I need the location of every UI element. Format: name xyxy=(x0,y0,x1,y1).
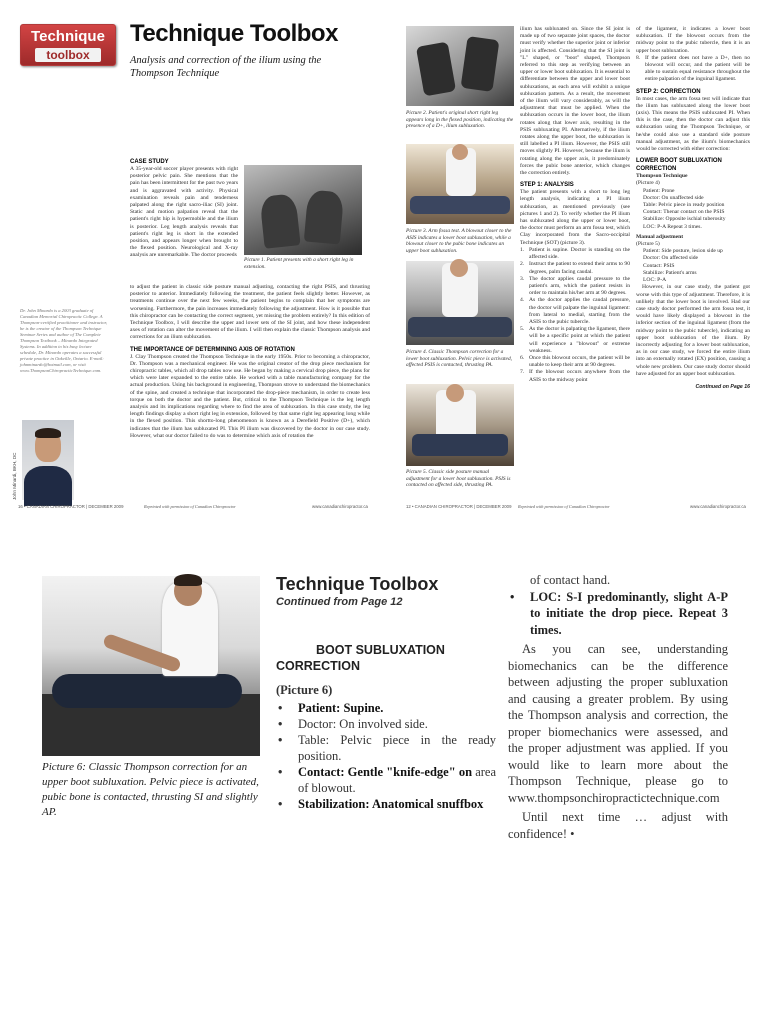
list-label: Stabilization: Anatomical snuffbox xyxy=(298,797,484,811)
doctor-head xyxy=(450,259,468,277)
technique-toolbox-logo xyxy=(20,24,116,66)
list-text: Table: Pelvic piece in the ready position. xyxy=(298,733,496,763)
boot-intro-text: ilium has subluxated on. Since the SI joint is made up of two separate joint spaces, the doctor must verify whether the superior joint or inferior joint is affected. Considering that the SI joint is "L" shaped, or "boot" shaped, Thompson referred to this step as verifying between an upper or lower boot subluxation. It is essential to differentiate between the upper and lower boot subluxations, as each area will exhibit a unique subluxation pattern. As a result, the movement of the ilium will vary considerably, as will the adjustment that must be applied. When the subluxation occurs in the lower boot, the ilium rotates along that lower axis, resulting in the PSIS subluxating PI. Alternatively, if the ilium rotates along the upper boot, the subluxation is still labelled a PI ilium. However, the PSIS still moves slightly PI. However, because the ilium is rotating along the upper axis, it predominately forces the pubic bone anterior, which changes the correction entirely. xyxy=(520,26,630,177)
list-item xyxy=(520,261,630,275)
upper-boot-heading xyxy=(276,642,496,674)
list-item: Table: Pelvic piece in ready position xyxy=(643,202,725,209)
picture-4-photo xyxy=(406,261,514,345)
list-text: As the doctor applies the caudal pressure, the doctor will palpate the inguinal ligament: from lateral to medial, starting from the ASIS to the pubic tubercle. xyxy=(529,297,630,325)
list-text: If the patient does not have a D+, then no blowout will occur, and the patient will be able to sustain equal resistance throughout the entire palpation of the inguinal ligament. xyxy=(645,54,750,83)
loc-item: • LOC: S-I predominantly, slight A-P to initiate the drop piece. Repeat 3 times. xyxy=(508,589,728,639)
list-number: 7. xyxy=(520,369,525,376)
list-item xyxy=(520,326,630,355)
case-study-section xyxy=(130,154,238,260)
list-number: 3. xyxy=(520,275,525,282)
list-text: area of blowout. xyxy=(298,765,496,795)
list-item: Patient: Prone xyxy=(643,187,675,194)
picture-4-ref: (Picture 4) xyxy=(636,180,660,187)
list-number: 5. xyxy=(520,326,525,333)
list-number: 2. xyxy=(520,261,525,268)
case-study-text: A 35-year-old soccer player presents with right posterior pelvic pain. She mentions that the pain has been intermittent for the past two years and is aggravated with activity. Physical examination reveals pain and tenderness palpated along the right sacro-iliac (SI) joint. Static and motion palpation reveal that the patient's right hip is hypermobile and the ilium is posterior. Leg length analysis reveals that patient's right leg is short in the extended position, and appears longer when brought to the flexed position. Neurological and X-ray analysis are unremarkable. The doctor proceeds xyxy=(130,166,238,259)
patient-figure xyxy=(408,317,512,337)
signoff-paragraph: Until next time … adjust with confidence! • xyxy=(508,810,728,841)
list-item: Doctor: On affected side xyxy=(643,255,699,262)
picture-1-photo xyxy=(244,165,362,255)
right-foot-image xyxy=(304,190,344,245)
right-column-3 xyxy=(636,26,750,390)
continuation-right-column xyxy=(508,572,728,842)
case-study-continued: to adjust the patient in classic side posture manual adjusting, contacting the right PSIS, and thrusting posterior to anterior. Immediately following the treatment, the patient feels slightly better. However, as treatments continue over the next few weeks, the patient begins to complain that her symptoms are worsening. Furthermore, the pain increases immediately following the adjustment. How is it possible that this chiropractor can be contacting the correct segment, yet missing the problem entirely? In this edition of Technique Toolbox, I will describe the upper and lower sets of the SI joint, and how these independent axes of rotation can alter the movement of the ilium. I will then explain the classic Thompson analysis and corrections for an ilium subluxation. xyxy=(130,284,370,341)
list-item: Stabilize: Patient's arms xyxy=(643,269,697,276)
list-item xyxy=(520,276,630,298)
list-text: Patient is supine. Doctor is standing on the affected side. xyxy=(529,246,630,261)
logo-line2: toolbox xyxy=(35,48,101,62)
step-1-text: The patient presents with a short to long leg length analysis, indicating a PI ilium subluxation, as mentioned previously (see pictures 1 and 2). To verify whether the PI ilium has subluxated along the upper or lower boot, the doctor must perform an arm fossa test, which Clay incorporated from the Sacro-occipital Technique (SOT) (picture 3). xyxy=(520,189,630,246)
upper-boot-list xyxy=(276,682,496,812)
doctor-hair xyxy=(174,574,202,586)
patient-figure xyxy=(412,434,508,456)
picture-6-photo xyxy=(42,576,260,756)
continuation-panel xyxy=(40,572,760,841)
picture-2-caption: Picture 2. Patient's original short right leg appears long in the flexed position, indicating the presence of a D+, ilium subluxation. xyxy=(406,110,514,130)
manual-list xyxy=(636,248,750,284)
list-item xyxy=(276,764,496,796)
right-footer-reprint xyxy=(518,504,610,509)
right-page xyxy=(402,18,754,518)
list-text: If the blowout occurs anywhere from the ASIS to the midway point xyxy=(529,369,630,383)
right-footer-reprint-text: Reprinted with permission of Canadian Chiropractor xyxy=(518,504,610,509)
list-item xyxy=(520,247,630,261)
picture-5-caption: Picture 5. Classic side posture manual adjustment for a lower boot subluxation. PSIS is contacted on affected side, thrusting PA. xyxy=(406,469,511,489)
picture-3-photo xyxy=(406,144,514,224)
picture-2-photo xyxy=(406,26,514,106)
conclusion-paragraph: As you can see, understanding biomechanics can be the difference between adjusting the proper subluxation and causing a greater problem. By using the Thompson analysis and correction, the proper biomechanics were assessed, and the proper adjustment was applied. If you would like to learn more about the Thompson Technique, please go to www.thompsonchiropractictechnique.com xyxy=(508,642,728,805)
magazine-spread xyxy=(14,18,754,518)
author-name: John Minardi, BKH, DC xyxy=(12,452,17,500)
right-footer-folio: 12 • CANADIAN CHIROPRACTOR | DECEMBER 2009 xyxy=(406,504,512,509)
axis-text: J. Clay Thompson created the Thompson Technique in the early 1950s. Prior to becoming a chiropractor, Dr. Thompson was a mechanical engineer. He was the original creator of the drop piece mechanism for chiropractic tables, which all drop tables now use. He began by making a cervical drop piece, the plans for which were later expanded to the entire table. He worked with a table manufacturing company for the actual production. Using his background in engineering, Thompson strove to understand the biomechanics of the spine, and created a technique that incorporated the drop-piece mechanism, in order to create less torque on both the doctor and the patient. But, critical to the Thompson Technique is the leg length analysis and its implications regarding where to find the area of subluxation. In this case study, the leg length findings display a short right leg in extension, followed by that same right leg appearing long while in the flexed position. This shortto-long phenomenon is known as a Derefield Positive (D+), which indicates that the ilium has subluxated PI. This PI ilium was discovered by the doctor in our case study. However, what our doctor failed to do was to determine which axis of rotation the xyxy=(130,353,370,439)
list-item xyxy=(520,369,630,383)
list-item: Stabilize: Opposite ischial tuberosity xyxy=(643,216,726,223)
closing-text: However, in our case study, the patient got worse with this type of adjustment. Therefore, it is unlikely that the lower boot is involved. Had our case study doctor performed the arm fossa test, it would have likely displayed a blowout in the inferior section of the inguinal ligament (from the midway point to the pubic tubercle), indicating an upper boot subluxation of the ilium. By incorrectly adjusting for a lower boot subluxation, as in our case study, we forced the entire ilium into an externally rotated (EX) position, causing a whole new problem. Our case study doctor should have adjusted for an upper boot subluxation. xyxy=(636,284,750,377)
step-1-heading: STEP 1: ANALYSIS xyxy=(520,182,574,189)
picture-6-ref: (Picture 6) xyxy=(276,683,333,697)
author-photo xyxy=(22,420,74,500)
correction-steps xyxy=(276,700,496,812)
author-shirt xyxy=(24,466,72,506)
thompson-technique-block xyxy=(636,173,750,284)
author-bio: Dr. John Minardo is a 2003 graduate of Canadian Memorial Chiropractic College. A Thompson-certified practitioner and instructor, he is the creator of the Thompson Technique Seminar Series and author of The Complete Thompson Textbook – Minardo Integrated Systems. In addition to his busy lecture schedule, Dr. Minardo operates a successful private practice in Oakville, Ontario. E-mail: johnminardo@hotmail.com, or visit www.ThompsonChiropracticTechnique.com. xyxy=(20,308,108,373)
left-footer-url: www.canadianchiropractor.ca xyxy=(312,504,368,509)
right-shoe-image xyxy=(461,36,500,92)
axis-heading: THE IMPORTANCE OF DETERMINING AXIS OF ROTATION xyxy=(130,346,295,353)
list-label: Contact: Gentle "knife-edge" on xyxy=(298,765,473,779)
left-main-text xyxy=(130,284,370,440)
list-item xyxy=(636,55,750,84)
case-study-heading: CASE STUDY xyxy=(130,159,169,165)
left-page xyxy=(14,18,386,518)
contact-hand-text: of contact hand. xyxy=(530,573,611,587)
step-2-heading: STEP 2: CORRECTION xyxy=(636,88,701,95)
list-number: 1. xyxy=(520,246,525,253)
patient-figure xyxy=(52,674,242,708)
picture-1-caption: Picture 1. Patient presents with a short right leg in extension. xyxy=(244,257,354,270)
list-text: Once this blowout occurs, the patient will be unable to keep their arm at 90 degrees. xyxy=(529,354,630,369)
list-item: Doctor: On unaffected side xyxy=(643,194,704,201)
step-2-text: In most cases, the arm fossa test will indicate that the ilium has subluxated along the lower boot (axis). This means the PSIS subluxated PI. When this is the case, then the doctor can adjust this subluxation using the Thompson Technique, or he/she could also use a standard side posture manual adjustment, as the ilium's biomechanics would be corrected with either correction: xyxy=(636,95,750,153)
picture-4-caption: Picture 4. Classic Thompson correction for a lower boot subluxation. Pelvic piece is activated, affected PSIS is contacted, thrusting PA. xyxy=(406,349,512,369)
doctor-head xyxy=(446,384,464,402)
heading-line-2: CORRECTION xyxy=(276,659,361,673)
step-1-list xyxy=(520,247,630,384)
list-text: The doctor applies caudal pressure to the patient's arm, which the patient resists in order to maintain his/her arm at 90 degrees. xyxy=(529,275,630,297)
list-item xyxy=(520,355,630,369)
lower-list xyxy=(636,188,750,231)
list-item xyxy=(520,297,630,326)
right-column-2 xyxy=(520,26,630,384)
list-number: 6. xyxy=(520,354,525,361)
doctor-head xyxy=(452,144,468,160)
left-footer-reprint-text: Reprinted with permission of Canadian Chiropractor xyxy=(144,504,236,509)
left-footer-reprint xyxy=(144,504,236,509)
list-text: Instruct the patient to extend their arms to 90 degrees, palm facing caudal. xyxy=(529,261,630,275)
list-item: LOC: P-A xyxy=(643,277,667,284)
lower-boot-heading: LOWER BOOT SUBLUXATION CORRECTION xyxy=(636,158,722,173)
left-foot-image xyxy=(259,193,300,248)
picture-3-caption: Picture 3. Arm fossa test. A blowout closer to the ASIS indicates a lower boot subluxation, while a blowout closer to the pubic bone indicates an upper boot subluxation. xyxy=(406,228,512,254)
continued-on-link[interactable]: Continued on Page 16 xyxy=(695,383,750,390)
list-label: Patient: Supine. xyxy=(298,701,384,715)
thompson-technique-label: Thompson Technique xyxy=(636,173,688,180)
picture-5-ref: (Picture 5) xyxy=(636,241,660,248)
list-number: 4. xyxy=(520,297,525,304)
list-number: 8. xyxy=(636,54,641,61)
page-title: Technique Toolbox xyxy=(130,20,338,47)
list-item: Patient: Side posture, lesion side up xyxy=(643,248,723,255)
picture-5-photo xyxy=(406,384,514,466)
list-item xyxy=(276,700,496,716)
loc-list xyxy=(508,589,728,639)
left-shoe-image xyxy=(416,42,456,97)
list-item: Contact: Thenar contact on the PSIS xyxy=(643,209,725,216)
manual-adjustment-label: Manual adjustment xyxy=(636,233,684,240)
left-footer-folio: 16 • CANADIAN CHIROPRACTOR | DECEMBER 2009 xyxy=(18,504,124,509)
page-subtitle: Analysis and correction of the ilium using the Thompson Technique xyxy=(130,55,322,79)
right-footer-url: www.canadianchiropractor.ca xyxy=(690,504,746,509)
list-item xyxy=(276,796,496,812)
continuation-title: Technique Toolbox xyxy=(276,574,439,594)
list-item: Contact: PSIS xyxy=(643,262,675,269)
list-item xyxy=(276,732,496,764)
list-text: As the doctor is palpating the ligament, there will be a specific point at which the patient will experience a "blowout" or extreme weakness. xyxy=(529,326,630,354)
list-item: LOC: P-A Repeat 3 times. xyxy=(643,223,702,230)
continued-from-label: Continued from Page 12 xyxy=(276,596,403,608)
author-hair xyxy=(35,428,61,438)
heading-line-1: BOOT SUBLUXATION xyxy=(316,643,445,657)
patient-figure xyxy=(410,196,510,214)
logo-line1: Technique xyxy=(31,28,105,45)
list-text: Doctor: On involved side. xyxy=(298,717,428,731)
blowout-text: of the ligament, it indicates a lower boot subluxation. If the blowout occurs from the midway point to the pubic tubercle, then it is an upper boot subluxation. xyxy=(636,26,750,54)
list-item xyxy=(276,716,496,732)
picture-6-caption: Picture 6: Classic Thompson correction for an upper boot subluxation. Pelvic piece is activated, pubic bone is contacted, thrusting SI and slightly AP. xyxy=(42,761,259,818)
